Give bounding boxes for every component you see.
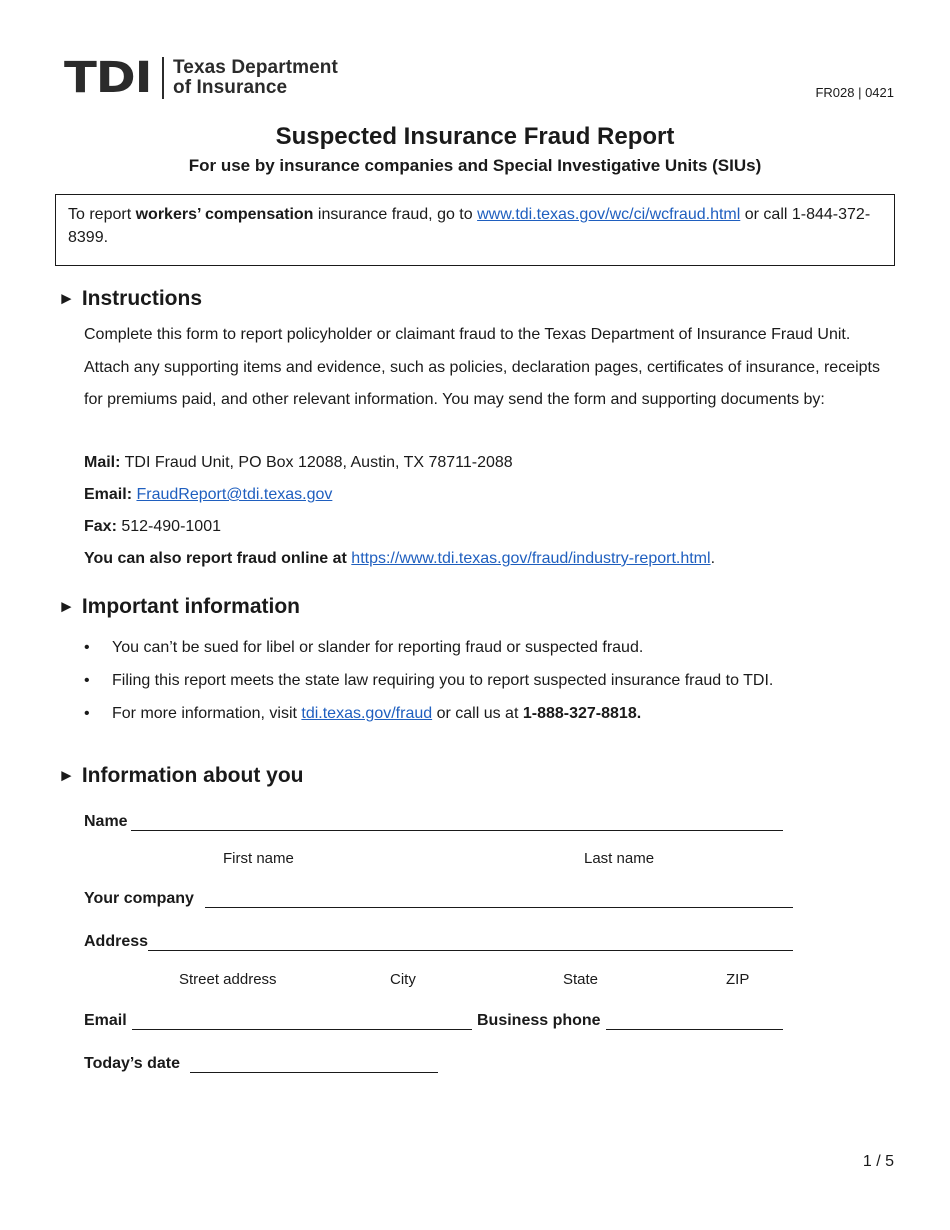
list-item [84, 634, 884, 667]
tdi-fraud-link[interactable]: tdi.texas.gov/fraud [301, 705, 433, 722]
bullet-icon: • [84, 705, 90, 722]
instructions-heading [58, 287, 202, 311]
arrow-right-icon: ► [58, 289, 75, 308]
instructions-title: Instructions [81, 287, 203, 310]
arrow-right-icon: ► [58, 766, 75, 785]
bullet-icon: • [84, 639, 90, 656]
form-id: FR028 | 0421 [815, 85, 894, 100]
company-field[interactable] [205, 907, 793, 908]
online-end: . [710, 550, 716, 567]
arrow-right-icon: ► [58, 597, 75, 616]
state-caption: State [563, 971, 599, 988]
important-heading [58, 595, 300, 619]
business-phone-field[interactable] [606, 1029, 783, 1030]
important-title: Important information [81, 595, 300, 618]
list-item [84, 667, 884, 700]
name-label: Name [84, 813, 128, 830]
email-field-label: Email [84, 1012, 127, 1029]
tdi-logo [64, 53, 338, 103]
mail-label: Mail: [84, 454, 121, 471]
address-label: Address [84, 933, 149, 950]
email-line [84, 486, 332, 504]
fax-label: Fax: [84, 518, 117, 535]
list-item-text: Filing this report meets the state law requiring you to report suspected insurance fraud to TDI. [112, 672, 774, 689]
todays-date-field[interactable] [190, 1072, 438, 1073]
logo-text [173, 58, 338, 98]
city-caption: City [390, 971, 416, 988]
first-name-caption: First name [223, 850, 294, 867]
about-you-title: Information about you [81, 764, 304, 787]
company-label: Your company [84, 890, 194, 907]
page-subtitle: For use by insurance companies and Special Investigative Units (SIUs) [188, 156, 762, 175]
logo-line-1: Texas Department [173, 57, 338, 78]
important-list [84, 634, 884, 733]
fax-line [84, 518, 221, 536]
mail-line [84, 454, 513, 472]
industry-report-link[interactable]: https://www.tdi.texas.gov/fraud/industry-report.html [351, 550, 711, 567]
logo-line-2: of Insurance [173, 77, 288, 98]
list-item-text: You can’t be sued for libel or slander for reporting fraud or suspected fraud. [112, 639, 644, 656]
list-item-text: For more information, visit [112, 705, 302, 722]
notice-post: or call 1-844-372-8399. [68, 206, 871, 246]
bullet-icon: • [84, 672, 90, 689]
email-label: Email: [84, 486, 133, 503]
name-field[interactable] [131, 830, 783, 831]
fax-value: 512-490-1001 [116, 518, 221, 535]
notice-bold: workers’ compensation [135, 206, 314, 223]
phone-label: Business phone [477, 1012, 601, 1029]
last-name-caption: Last name [584, 850, 655, 867]
address-field[interactable] [148, 950, 793, 951]
fraud-hotline: 1-888-327-8818. [522, 705, 642, 722]
email-field[interactable] [132, 1029, 472, 1030]
wcfraud-link[interactable]: www.tdi.texas.gov/wc/ci/wcfraud.html [477, 206, 741, 223]
list-item-text: or call us at [432, 705, 523, 722]
zip-caption: ZIP [726, 971, 750, 988]
instructions-body: Complete this form to report policyholder or claimant fraud to the Texas Department of Insurance Fraud Unit. Attach any supporting items and evidence, such as policies, declaration pages, certificates of insurance, receipts for premiums paid, and other relevant information. You may send the form and supporting documents by: [84, 326, 880, 408]
mail-value: TDI Fraud Unit, PO Box 12088, Austin, TX 78711-2088 [120, 454, 513, 471]
fraud-email-link[interactable]: FraudReport@tdi.texas.gov [136, 486, 333, 503]
street-caption: Street address [179, 971, 277, 988]
workers-comp-notice [55, 194, 895, 266]
list-item [84, 700, 884, 733]
date-label: Today’s date [84, 1055, 181, 1072]
online-report-line [84, 550, 715, 568]
page-title: Suspected Insurance Fraud Report [275, 123, 675, 150]
notice-mid: insurance fraud, go to [313, 206, 478, 223]
page-number: 1 / 5 [862, 1153, 894, 1170]
online-label: You can also report fraud online at [84, 550, 352, 567]
logo-mark: TDI [64, 53, 152, 103]
notice-pre: To report [68, 206, 136, 223]
about-you-heading [58, 764, 303, 788]
